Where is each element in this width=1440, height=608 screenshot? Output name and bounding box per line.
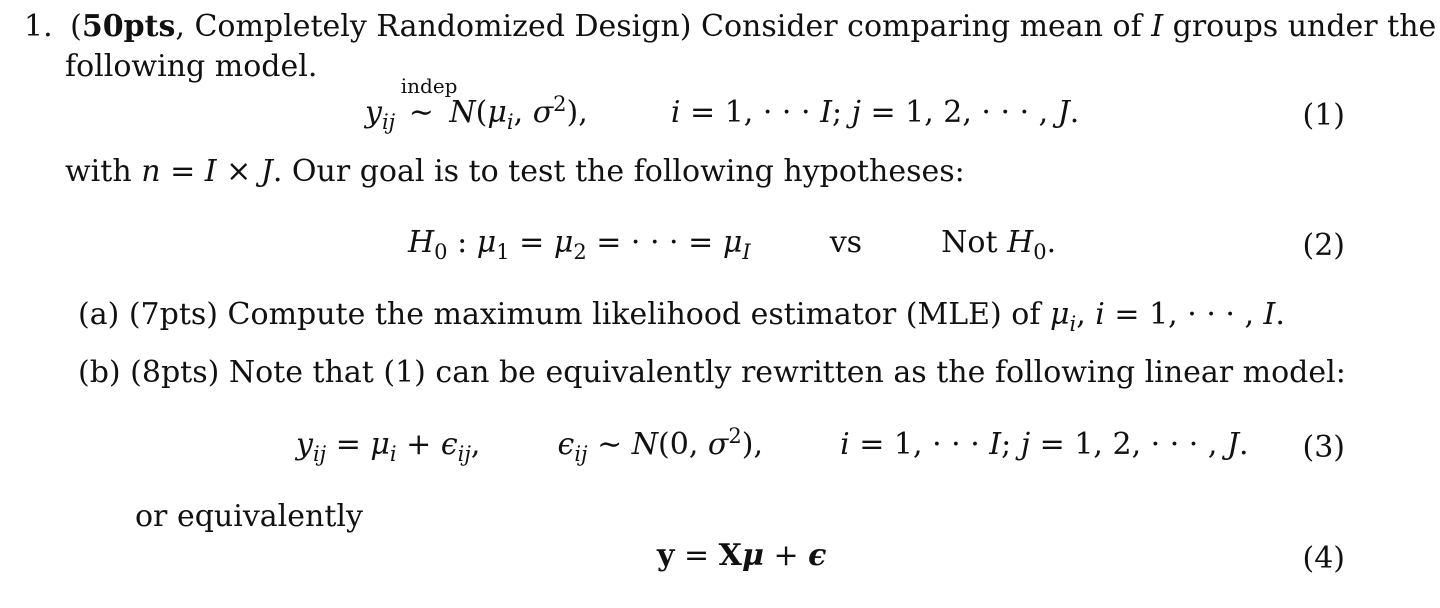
equation-3-number: (3) <box>1302 430 1345 465</box>
problem-number: 1. <box>24 9 53 44</box>
equation-2-number: (2) <box>1302 228 1345 263</box>
problem-title-text: , Completely Randomized Design) Consider comparing mean of <box>175 9 1142 44</box>
part-a-points: (7pts) <box>128 297 218 332</box>
with-line: with n = I × J. Our goal is to test the following hypotheses: <box>65 154 965 189</box>
part-a-label: (a) <box>78 297 120 332</box>
equation-1: $y_{ij}$ indep ∼ $N(\mu_i$, $\sigma^2$), i = 1, · · · I; j = 1, 2, · · · , J. <box>365 74 1080 134</box>
equation-3: $y_{ij} = \mu_i + \epsilon_{ij}$, $\epsilon_{ij}$ ∼ N(0, $\sigma^2$), i = 1, · · · I; j = 1, 2, · · · , J. <box>296 424 1249 466</box>
part-a: (a) (7pts) Compute the maximum likelihood estimator (MLE) of $\mu_i$, i = 1, · · · , I. <box>78 297 1285 336</box>
with-word: with <box>65 154 132 189</box>
part-b-label: (b) <box>78 355 121 390</box>
equation-1-number: (1) <box>1302 98 1345 133</box>
groups-variable: I <box>1151 9 1164 44</box>
equation-4: y = Xμ + ϵ <box>657 538 827 573</box>
problem-heading: 1. (50pts, Completely Randomized Design) Consider comparing mean of I groups under the <box>24 9 1437 44</box>
or-equivalently-text: or equivalently <box>135 499 363 534</box>
not-word: Not <box>941 225 998 260</box>
problem-title-end: groups under the <box>1172 9 1437 44</box>
equation-4-number: (4) <box>1302 541 1345 576</box>
part-b <box>78 355 1346 390</box>
problem-points: 50pts <box>81 9 176 44</box>
part-b-points: (8pts) <box>130 355 220 390</box>
part-b-text: Note that (1) can be equivalently rewritten as the following linear model: <box>228 355 1346 390</box>
problem-line-2: following model. <box>65 49 318 84</box>
goal-text: . Our goal is to test the following hypotheses: <box>272 154 965 189</box>
equation-2: $H_0$ : $\mu_1 = \mu_2$ = · · · = $\mu_I$ vs Not $H_0$. <box>408 225 1057 264</box>
indep-label: indep <box>400 74 458 98</box>
vs-word: vs <box>829 225 863 260</box>
part-a-text: Compute the maximum likelihood estimator (MLE) of <box>227 297 1041 332</box>
tilde-symbol: ∼ <box>408 95 434 130</box>
